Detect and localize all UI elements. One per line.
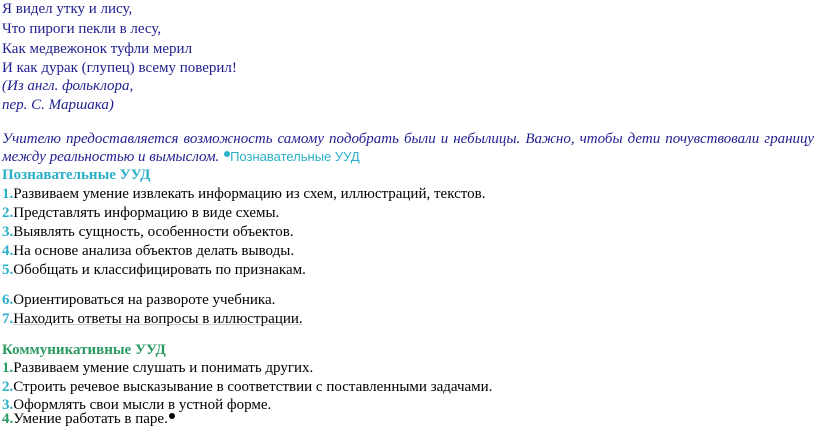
item-text: Находить ответы на вопросы в иллюстрации.	[13, 311, 303, 327]
teacher-note-text: Учителю предоставляется возможность самому подобрать были и небылицы. Важно, чтобы дети почувствовали границу между реальностью и вымыслом.	[2, 131, 814, 165]
communicative-item-1	[2, 359, 313, 377]
item-text: Оформлять свои мысли в устной форме.	[13, 397, 272, 413]
poem-line-4: И как дурак (глупец) всему поверил!	[2, 60, 237, 76]
poem-line-2: Что пироги пекли в лесу,	[2, 21, 162, 37]
item-text: Строить речевое высказывание в соответствии с поставленными задачами.	[13, 379, 493, 395]
poem-line-3: Как медвежонок туфли мерил	[2, 41, 193, 57]
item-text: Представлять информацию в виде схемы.	[13, 205, 280, 221]
item-number: 2.	[2, 379, 14, 395]
item-text: На основе анализа объектов делать выводы.	[13, 243, 295, 259]
item-number: 1.	[2, 186, 14, 202]
cognitive-item-7	[2, 310, 303, 328]
teacher-note-paragraph	[2, 130, 814, 166]
poem-source-1: (Из англ. фольклора,	[2, 78, 134, 94]
item-text: Ориентироваться на развороте учебника.	[13, 292, 276, 308]
item-number: 6.	[2, 292, 14, 308]
item-number: 7.	[2, 311, 14, 327]
item-text: Развиваем умение слушать и понимать других.	[13, 360, 314, 376]
item-text: Обобщать и классифицировать по признакам.	[13, 262, 306, 278]
item-number: 5.	[2, 262, 14, 278]
cognitive-heading: Познавательные УУД	[2, 167, 151, 183]
cognitive-item-2	[2, 204, 279, 222]
cognitive-item-6	[2, 291, 275, 309]
item-number: 4.	[2, 411, 14, 427]
item-number: 3.	[2, 397, 14, 413]
item-number: 4.	[2, 243, 14, 259]
item-text: Выявлять сущность, особенности объектов.	[13, 224, 294, 240]
cognitive-item-4	[2, 242, 294, 260]
communicative-heading: Коммуникативные УУД	[2, 342, 166, 358]
bullet-icon	[169, 413, 175, 419]
inline-heading: Познавательные УУД	[230, 149, 360, 164]
item-number: 3.	[2, 224, 14, 240]
cognitive-item-5	[2, 261, 306, 279]
poem-source-2: пер. С. Маршака)	[2, 97, 114, 113]
item-text: Умение работать в паре.	[13, 411, 168, 427]
cognitive-item-1	[2, 185, 485, 203]
communicative-item-2	[2, 378, 492, 396]
poem-line-1: Я видел утку и лису,	[2, 1, 133, 17]
item-number: 2.	[2, 205, 14, 221]
communicative-item-4	[2, 410, 175, 428]
item-text: Развиваем умение извлекать информацию из схем, иллюстраций, текстов.	[13, 186, 486, 202]
item-number: 1.	[2, 360, 14, 376]
cognitive-item-3	[2, 223, 294, 241]
